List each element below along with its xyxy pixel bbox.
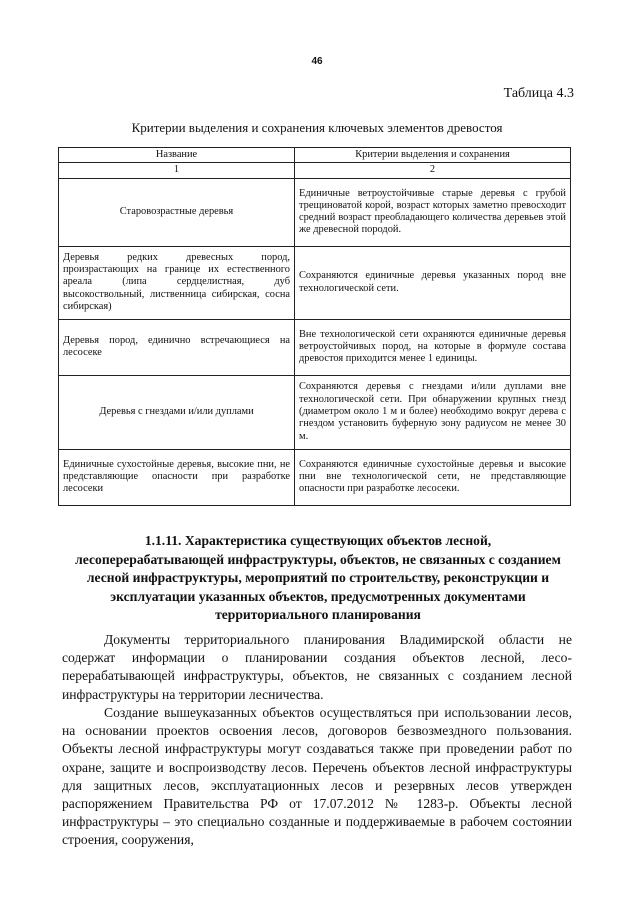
table-row bbox=[59, 246, 571, 319]
header-name: Название bbox=[59, 148, 295, 163]
section-heading: 1.1.11. Характеристика существующих объектов лесной, лесоперерабатывающей инфраструктуры, объектов, не связанных с созданием лесной инфраструктуры, мероприятий по строительству, реконструкции и эксплуатации указанных объектов, предусмотренных документами территориального планирования bbox=[75, 533, 561, 623]
column-number-row bbox=[59, 163, 571, 178]
row-name: Деревья с гнездами и/или дуплами bbox=[59, 375, 295, 449]
criteria-table bbox=[58, 147, 571, 506]
table-title: Критерии выделения и сохранения ключевых элементов древостоя bbox=[131, 120, 503, 135]
table-row bbox=[59, 449, 571, 505]
body-paragraph: Создание вышеуказанных объектов осуществляться при использовании лесов, на основании проектов освоения лесов, договоров безвозмездного пользования. Объекты лесной инфраструктуры могут создаваться также при проведении работ по охране, защите и воспроизводству лесов. Перечень объектов лесной инфраструктуры для защитных лесов, эксплуатационных лесов и резервных лесов утвержден распоряжением Правительства РФ от 17.07.2012 № 1283-р. Объекты лесной инфраструктуры – это специально созданные и поддерживаемые в рабочем состоянии строения, сооружения, bbox=[62, 705, 572, 848]
body-paragraph: Документы территориального планирования Владимирской области не содержат информации о планировании создания объектов лесной, лесо-перерабатывающей инфраструктуры, объектов, не связанных с созданием лесной инфраструктуры на территории лесничества. bbox=[62, 632, 572, 702]
table-row bbox=[59, 178, 571, 246]
row-criteria: Вне технологической сети охраняются единичные деревья ветроустойчивых пород, на которые в формуле состава древостоя приходится менее 1 единицы. bbox=[295, 319, 571, 375]
table-row bbox=[59, 375, 571, 449]
row-name: Единичные сухостойные деревья, высокие пни, не представляющие опасности при разработке лесосеки bbox=[59, 449, 295, 505]
row-name: Деревья редких древесных пород, произрастающих на границе их естественного ареала (липа сердцелистная, дуб высокоствольный, лиственница сибирская, сосна сибирская) bbox=[59, 246, 295, 319]
row-criteria: Сохраняются деревья с гнездами и/или дуплами вне технологической сети. При обнаружении крупных гнезд (диаметром около 1 м и более) необходимо вокруг дерева с гнездом установить буферную зону радиусом не менее 30 м. bbox=[295, 375, 571, 449]
row-criteria: Сохраняются единичные сухостойные деревья и высокие пни вне технологической сети, не представляющие опасности при разработке лесосеки. bbox=[295, 449, 571, 505]
row-name: Старовозрастные деревья bbox=[59, 178, 295, 246]
row-criteria: Сохраняются единичные деревья указанных пород вне технологической сети. bbox=[295, 246, 571, 319]
table-header-row bbox=[59, 148, 571, 163]
table-label: Таблица 4.3 bbox=[503, 86, 574, 101]
row-criteria: Единичные ветроустойчивые старые деревья с грубой трещиноватой корой, возраст которых заметно превосходит средний возраст преобладающего количества деревьев этой же древесной породой. bbox=[295, 178, 571, 246]
column-number-1: 1 bbox=[59, 163, 295, 178]
table-row bbox=[59, 319, 571, 375]
column-number-2: 2 bbox=[295, 163, 571, 178]
header-criteria: Критерии выделения и сохранения bbox=[295, 148, 571, 163]
page-number: 46 bbox=[311, 56, 323, 67]
row-name: Деревья пород, единично встречающиеся на лесосеке bbox=[59, 319, 295, 375]
